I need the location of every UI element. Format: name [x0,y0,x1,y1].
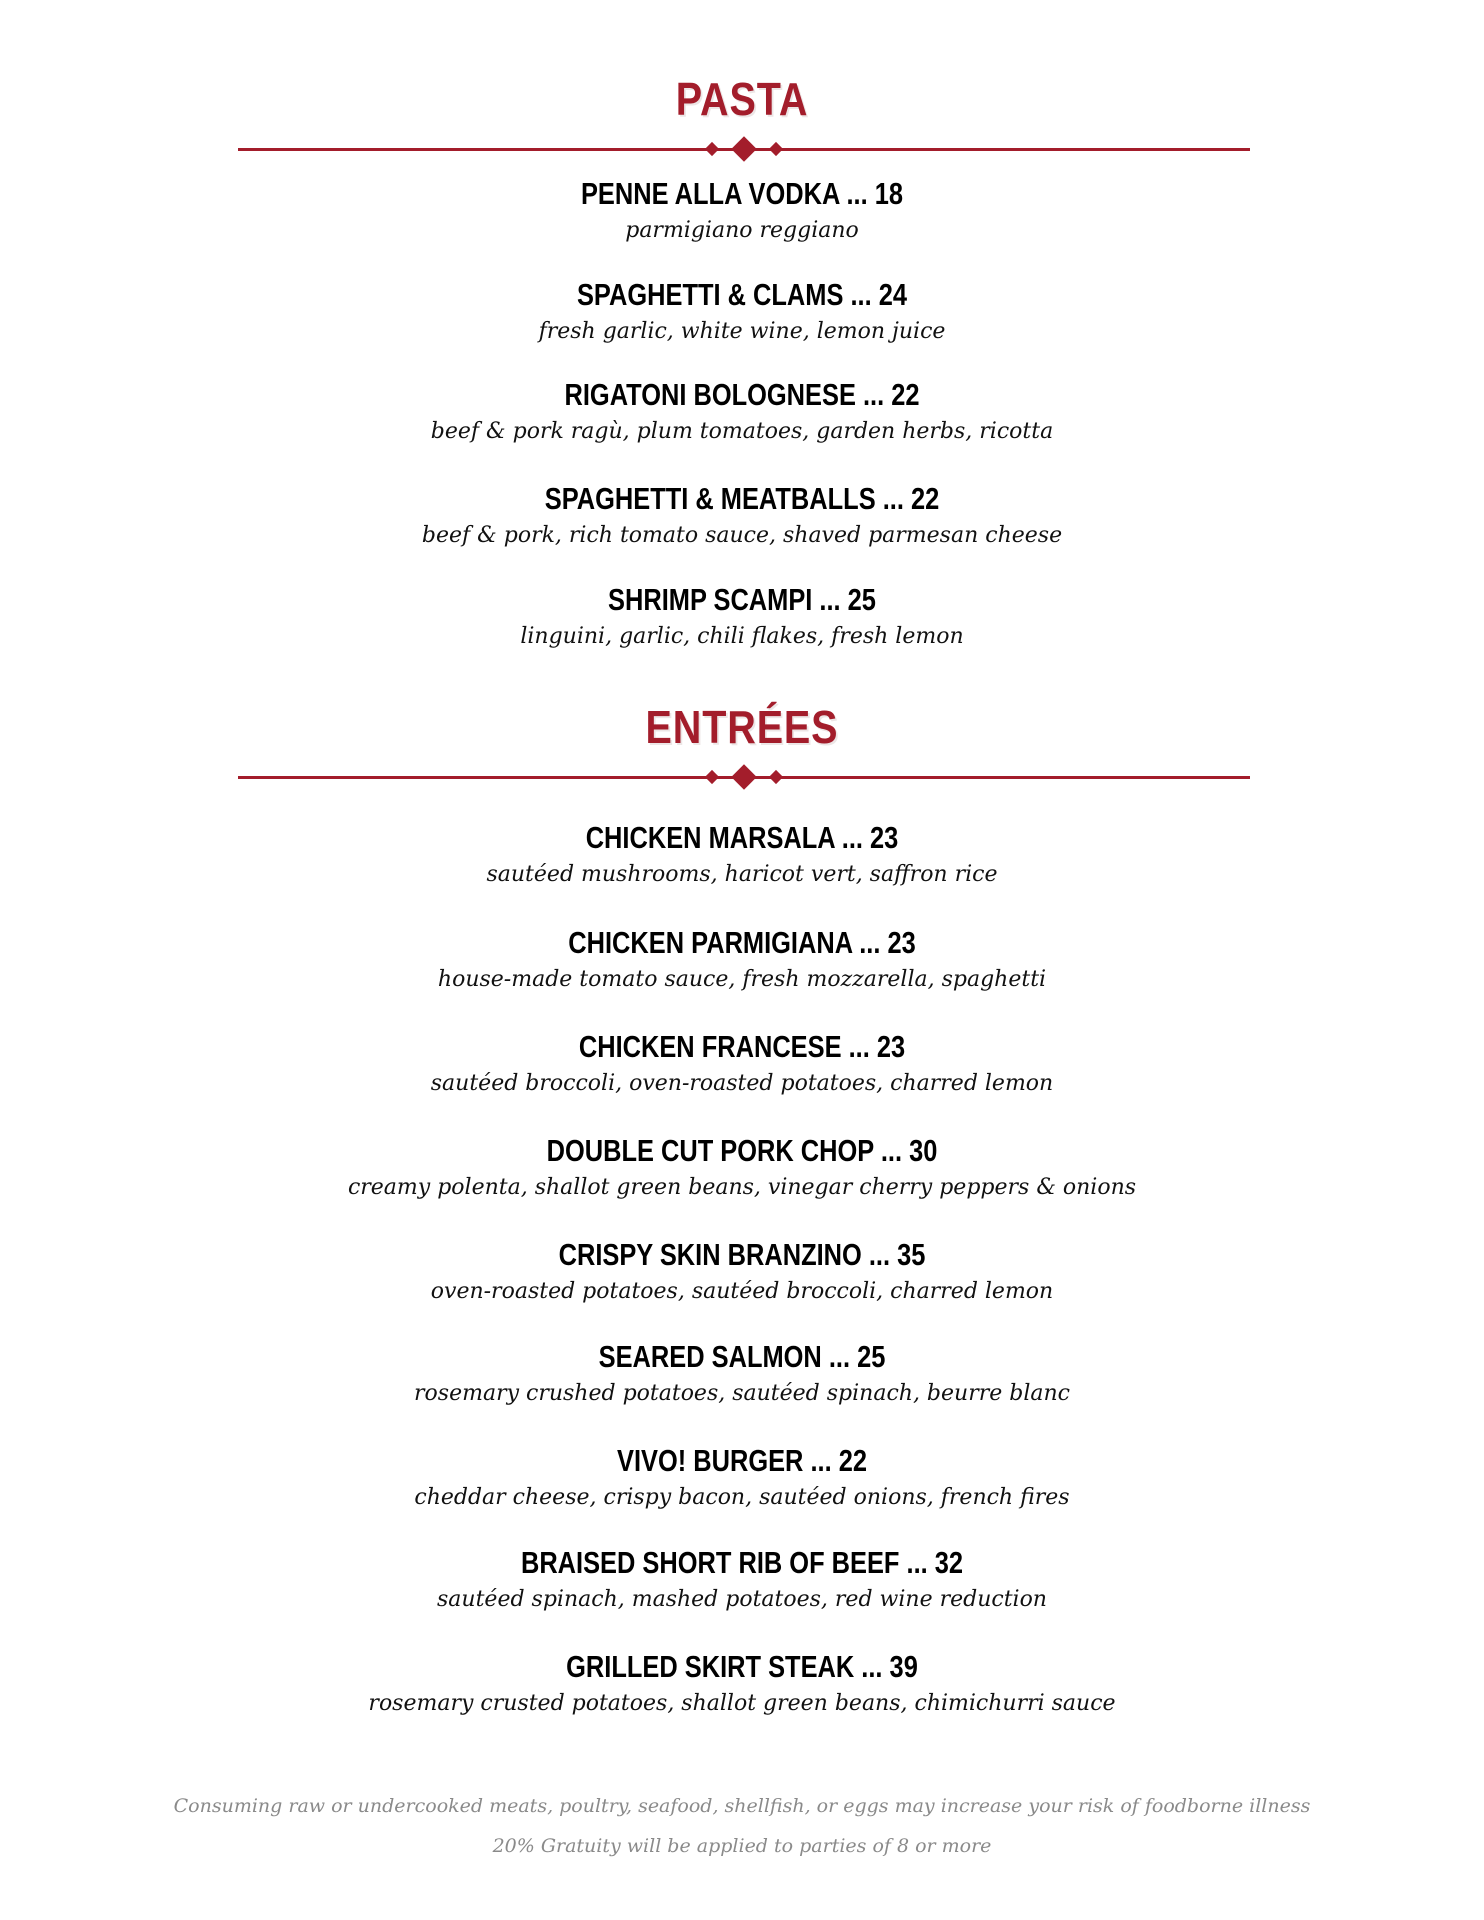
diamond-ornament-icon [731,136,756,161]
menu-item-name: RIGATONI BOLOGNESE ... 22 [564,377,920,412]
menu-item-name: SPAGHETTI & MEATBALLS ... 22 [544,481,940,516]
menu-item [0,924,1484,998]
footer-gratuity-note: 20% Gratuity will be applied to parties of 8 or more [492,1835,992,1857]
menu-item-description: linguini, garlic, chili flakes, fresh lemon [520,624,964,649]
diamond-ornament-icon [705,770,719,784]
menu-item-name: SEARED SALMON ... 25 [598,1339,886,1374]
diamond-ornament-icon [731,764,756,789]
menu-item-name: VIVO! BURGER ... 22 [616,1443,868,1478]
menu-item [0,376,1484,450]
menu-item-name: SPAGHETTI & CLAMS ... 24 [576,277,908,312]
menu-item-description: cheddar cheese, crispy bacon, sautéed onions, french fires [414,1485,1070,1510]
diamond-ornament-icon [769,770,783,784]
menu-item [0,1442,1484,1516]
menu-item-description: rosemary crushed potatoes, sautéed spinach, beurre blanc [414,1381,1070,1406]
menu-item-name: GRILLED SKIRT STEAK ... 39 [566,1649,918,1684]
menu-item-description: rosemary crusted potatoes, shallot green beans, chimichurri sauce [368,1691,1116,1716]
menu-item-description: sautéed spinach, mashed potatoes, red wine reduction [437,1587,1047,1612]
menu-item-description: sautéed broccoli, oven-roasted potatoes, charred lemon [430,1071,1054,1096]
menu-item-description: sautéed mushrooms, haricot vert, saffron rice [486,862,998,887]
menu-item-description: house-made tomato sauce, fresh mozzarella, spaghetti [437,967,1047,992]
menu-item-name: CHICKEN MARSALA ... 23 [585,820,899,855]
menu-item-name: DOUBLE CUT PORK CHOP ... 30 [546,1133,938,1168]
menu-item-name: CRISPY SKIN BRANZINO ... 35 [558,1237,926,1272]
footer-disclaimer: Consuming raw or undercooked meats, poultry, seafood, shellfish, or eggs may increase your risk of foodborne illness [173,1795,1311,1817]
menu-item-name: SHRIMP SCAMPI ... 25 [608,582,876,617]
menu-item [0,1544,1484,1618]
menu-item-name: BRAISED SHORT RIB OF BEEF ... 32 [520,1545,964,1580]
menu-item [0,480,1484,554]
menu-item [0,1028,1484,1102]
section-divider-pasta [238,134,1250,164]
menu-item [0,175,1484,249]
menu-item-name: CHICKEN FRANCESE ... 23 [578,1029,906,1064]
menu-item [0,1648,1484,1722]
menu-item-description: parmigiano reggiano [625,218,859,243]
diamond-ornament-icon [705,142,719,156]
menu-item [0,581,1484,655]
menu-item-description: creamy polenta, shallot green beans, vinegar cherry peppers & onions [347,1175,1137,1200]
menu-item [0,819,1484,893]
menu-item-name: PENNE ALLA VODKA ... 18 [580,176,904,211]
menu-item-description: beef & pork, rich tomato sauce, shaved parmesan cheese [421,523,1063,548]
diamond-ornament-icon [769,142,783,156]
menu-item [0,1132,1484,1206]
menu-item [0,276,1484,350]
menu-item-name: CHICKEN PARMIGIANA ... 23 [568,925,916,960]
section-divider-entrees [238,762,1250,792]
section-title-pasta: PASTA [675,73,809,125]
section-title-entrees: ENTRÉES [645,701,839,753]
menu-item-description: beef & pork ragù, plum tomatoes, garden herbs, ricotta [430,419,1054,444]
menu-item [0,1236,1484,1310]
menu-item [0,1338,1484,1412]
menu-item-description: oven-roasted potatoes, sautéed broccoli, charred lemon [430,1279,1054,1304]
menu-item-description: fresh garlic, white wine, lemon juice [538,319,946,344]
